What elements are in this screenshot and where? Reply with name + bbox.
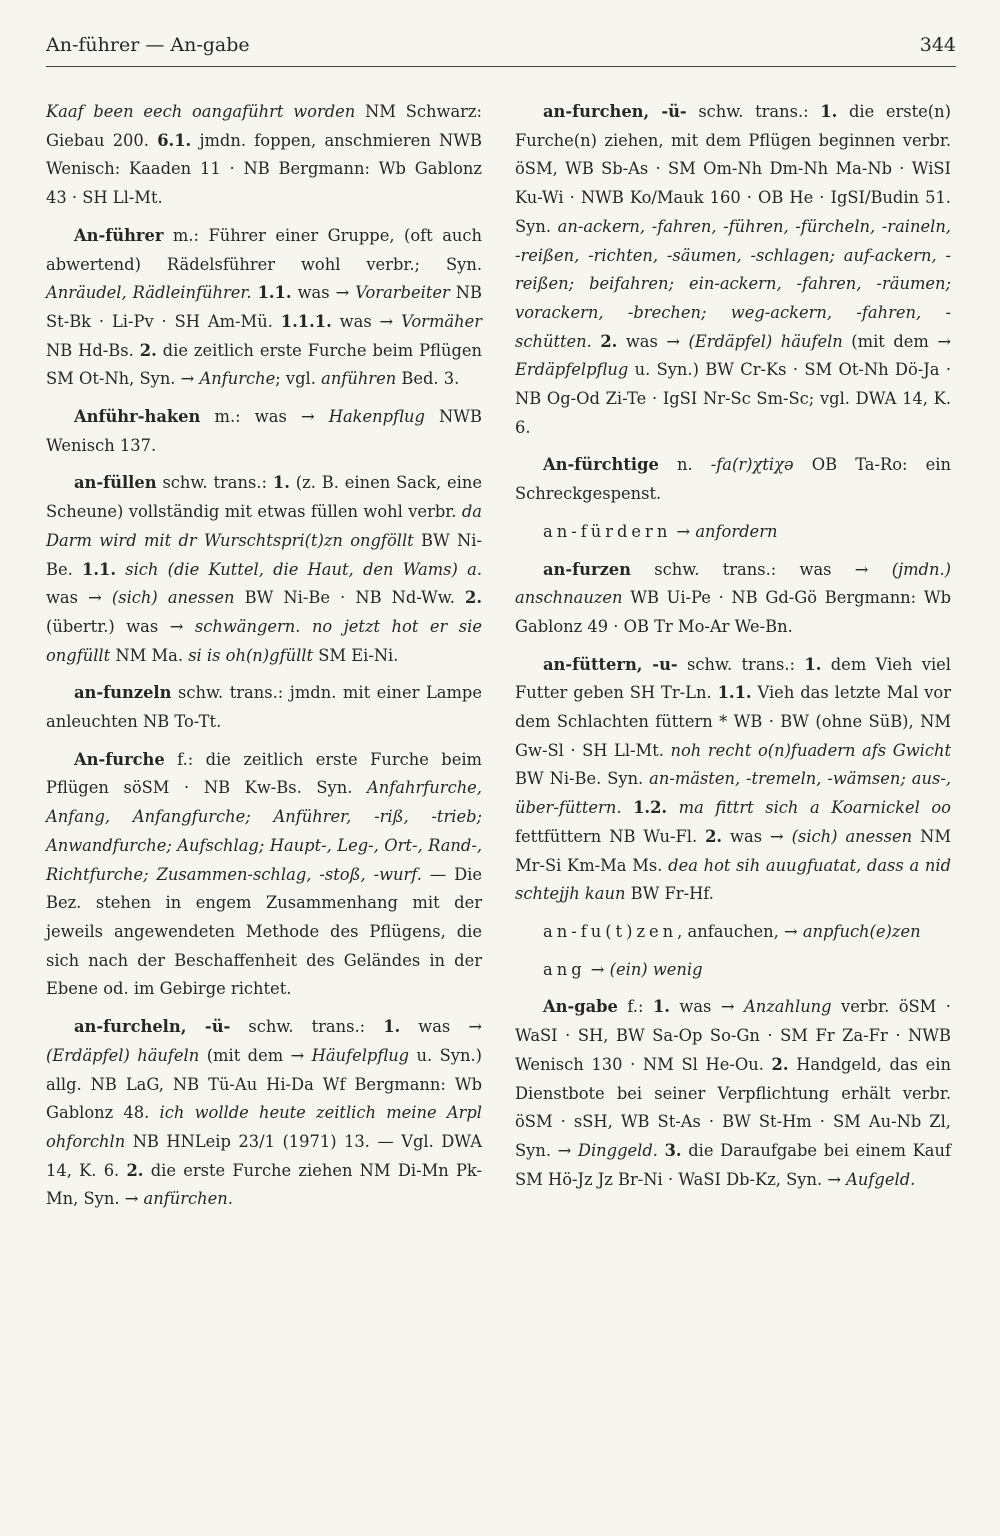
dictionary-entry: An-furche f.: die zeitlich erste Furche beim Pflügen söSM · NB Kw-Bs. Syn. Anfahrfurche, Anfang, Anfangfurche; Anführer, -riß, -trieb; Anwandfurche; Aufschlag; Haupt-, Leg-, Ort-, Rand-, Richtfurche; Zusammen-schlag, -stoß, -wurf. — Die Bez. stehen in engem Zusammenhang mit der jeweils angewendeten Methode des Pflügens, die sich nach der Beschaffenheit des Geländes in der Ebene od. im Gebirge richtet. [46,749,482,999]
dictionary-entry: an-füttern, -u- schw. trans.: 1. dem Vieh viel Futter geben SH Tr-Ln. 1.1. Vieh das letzte Mal vor dem Schlachten füttern * WB · BW (ohne SüB), NM Gw-Sl · SH Ll-Mt. noh recht o(n)fuadern afs Gwicht BW Ni-Be. Syn. an-mästen, -tremeln, -wämsen; aus-, über-füttern. 1.2. ma fittrt sich a Koarnickel oo fettfüttern NB Wu-Fl. 2. was → (sich) anessen NM Mr-Si Km-Ma Ms. dea hot sih auugfuatat, dass a nid schtejjh kaun BW Fr-Hf. [515,654,952,904]
dictionary-entry: An-fürchtige n. -fa(r)χtiχə OB Ta-Ro: ein Schreckgespenst. [515,455,951,504]
header-rule [46,66,956,67]
dictionary-entry: Kaaf been eech oangaführt worden NM Schwarz: Giebau 200. 6.1. jmdn. foppen, anschmieren NWB Wenisch: Kaaden 11 · NB Bergmann: Wb Gablonz 43 · SH Ll-Mt. [46,102,482,208]
dictionary-entry: An-führer m.: Führer einer Gruppe, (oft auch abwertend) Rädelsführer wohl verbr.; Syn. Anräudel, Rädleinführer. 1.1. was → Vorarbeiter NB St-Bk · Li-Pv · SH Am-Mü. 1.1.1. was → Vormäher NB Hd-Bs. 2. die zeitlich erste Furche beim Pflügen SM Ot-Nh, Syn. → Anfurche; vgl. anführen Bed. 3. [46,225,482,389]
dictionary-entry: An-gabe f.: 1. was → Anzahlung verbr. öSM · WaSI · SH, BW Sa-Op So-Gn · SM Fr Za-Fr · NWB Wenisch 130 · NM Sl He-Ou. 2. Handgeld, das ein Dienstbote bei seiner Verpflichtung erhält verbr. öSM · sSH, WB St-As · BW St-Hm · SM Au-Nb Zl, Syn. → Dinggeld. 3. die Daraufgabe bei einem Kauf SM Hö-Jz Jz Br-Ni · WaSI Db-Kz, Syn. → Aufgeld. [515,997,951,1189]
page-number: 344 [919,34,956,56]
dictionary-entry: an-fu(t)zen, anfauchen, → anpfuch(e)zen [543,921,921,941]
dictionary-entry: an-fürdern → anfordern [543,521,778,541]
header-title: An-führer — An-gabe [46,34,250,56]
dictionary-entry: an-funzeln schw. trans.: jmdn. mit einer Lampe anleuchten NB To-Tt. [46,683,482,732]
dictionary-entry: an-furzen schw. trans.: was → (jmdn.) anschnauzen WB Ui-Pe · NB Gd-Gö Bergmann: Wb Gablonz 49 · OB Tr Mo-Ar We-Bn. [515,559,951,636]
dictionary-entry: an-furcheln, -ü- schw. trans.: 1. was → (Erdäpfel) häufeln (mit dem → Häufelpflug u. Syn.) allg. NB LaG, NB Tü-Au Hi-Da Wf Bergmann: Wb Gablonz 48. ich wollde heute zeitlich meine Arpl ohforchln NB HNLeip 23/1 (1971) 13. — Vgl. DWA 14, K. 6. 2. die erste Furche ziehen NM Di-Mn Pk-Mn, Syn. → anfürchen. [46,1017,482,1209]
dictionary-entry: Anführ-haken m.: was → Hakenpflug NWB Wenisch 137. [46,407,482,455]
right-column [515,98,951,1203]
dictionary-entry: an-furchen, -ü- schw. trans.: 1. die erste(n) Furche(n) ziehen, mit dem Pflügen beginnen verbr. öSM, WB Sb-As · SM Om-Nh Dm-Nh Ma-Nb · WiSI Ku-Wi · NWB Ko/Mauk 160 · OB He · IgSI/Budin 51. Syn. an-ackern, -fahren, -führen, -fürcheln, -raineln, -reißen, -richten, -säumen, -schlagen; auf-ackern, -reißen; beifahren; ein-ackern, -fahren, -räumen; vorackern, -brechen; weg-ackern, -fahren, -schütten. 2. was → (Erdäpfel) häufeln (mit dem → Erdäpfelpflug u. Syn.) BW Cr-Ks · SM Ot-Nh Dö-Ja · NB Og-Od Zi-Te · IgSI Nr-Sc Sm-Sc; vgl. DWA 14, K. 6. [515,102,951,437]
running-header [46,34,956,56]
dictionary-entry: ang → (ein) wenig [543,959,703,979]
left-column [46,98,482,1223]
dictionary-entry: an-füllen schw. trans.: 1. (z. B. einen Sack, eine Scheune) vollständig mit etwas füllen wohl verbr. da Darm wird mit dr Wurschtspri(t)zn ongföllt BW Ni-Be. 1.1. sich (die Kuttel, die Haut, den Wams) a. was → (sich) anessen BW Ni-Be · NB Nd-Ww. 2. (übertr.) was → schwängern. no jetzt hot er sie ongfüllt NM Ma. si is oh(n)gfüllt SM Ei-Ni. [46,473,483,665]
